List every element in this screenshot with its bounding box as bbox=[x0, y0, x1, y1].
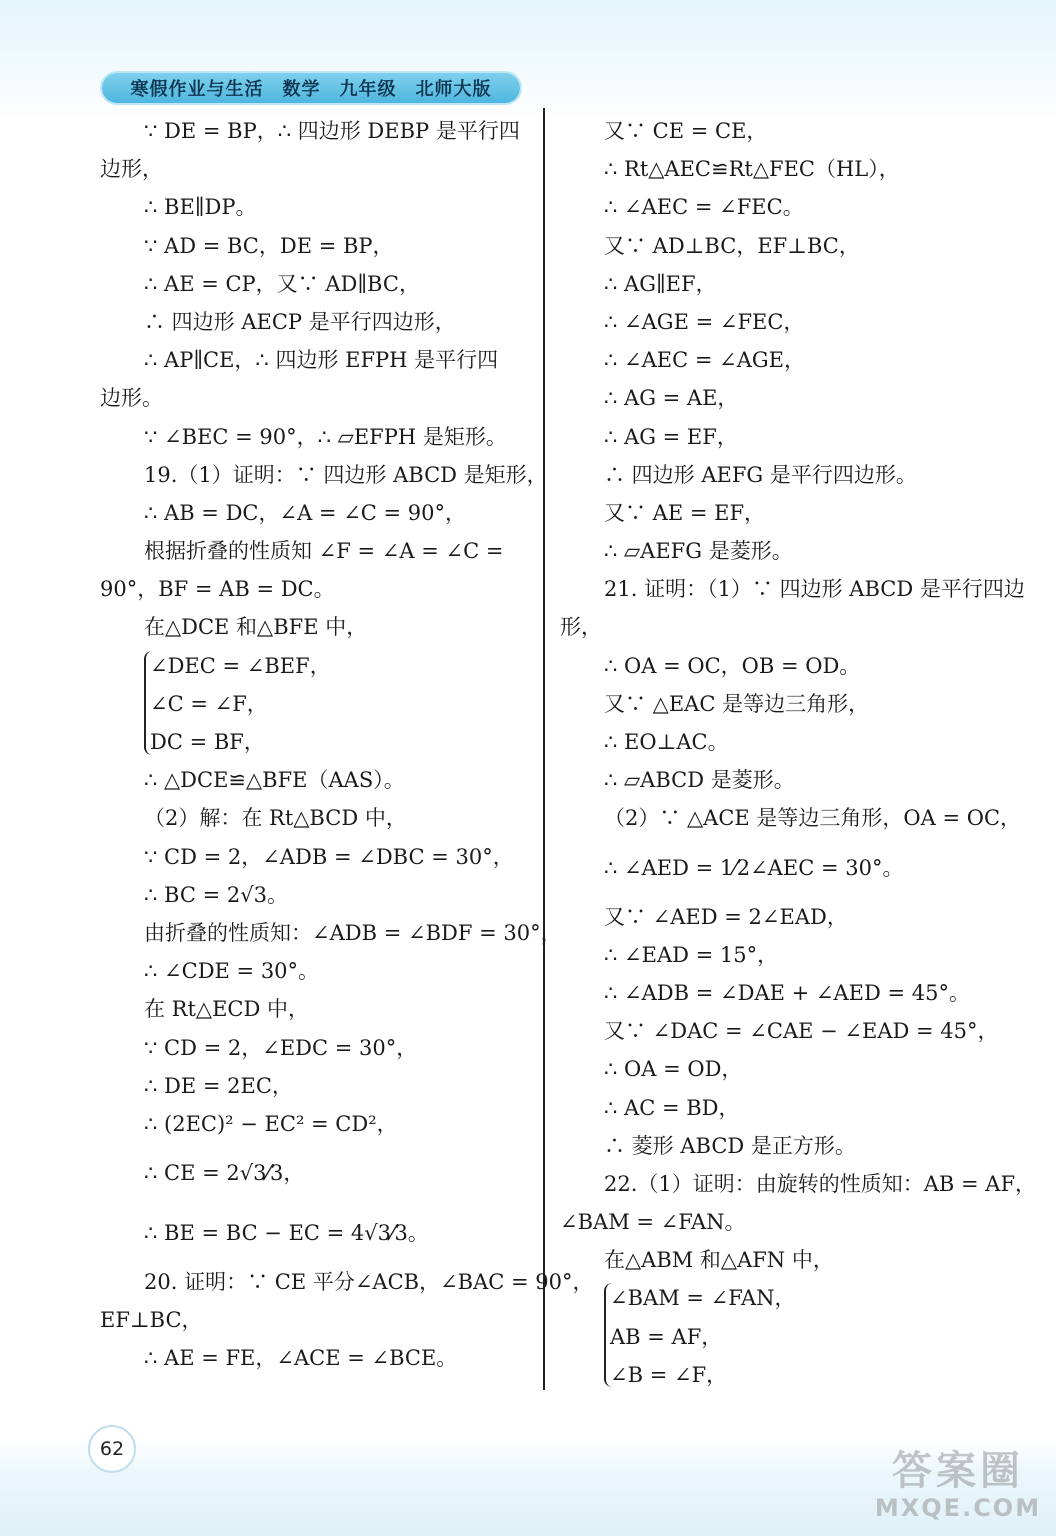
text-line: ∠B = ∠F， bbox=[610, 1362, 728, 1387]
text-line: ∵ AD = BC，DE = BP， bbox=[144, 233, 394, 258]
text-line: ∴ 四边形 AEFG 是平行四边形。 bbox=[604, 462, 917, 487]
text-line: ∴ CE = 2√3⁄3， bbox=[144, 1161, 305, 1186]
text-line: 20. 证明：∵ CE 平分∠ACB，∠BAC = 90°， bbox=[144, 1270, 594, 1295]
text-line: EF⊥BC， bbox=[100, 1308, 203, 1333]
header-title: 寒假作业与生活 数学 九年级 北师大版 bbox=[102, 73, 520, 103]
text-line: 又∵ AE = EF， bbox=[604, 500, 766, 525]
text-line: ∴ AG = EF， bbox=[604, 424, 738, 449]
text-line: ∴ AG = AE， bbox=[604, 386, 739, 411]
text-line: ∠C = ∠F， bbox=[150, 691, 268, 716]
text-line: ∴ ∠CDE = 30°。 bbox=[144, 959, 320, 984]
text-line: 又∵ ∠AED = 2∠EAD， bbox=[604, 904, 848, 929]
text-line: ∴ △DCE≌△BFE（AAS）。 bbox=[144, 768, 405, 793]
text-line: 在△DCE 和△BFE 中， bbox=[144, 615, 368, 640]
brace-symbol bbox=[604, 1283, 612, 1387]
text-line: ∴ OA = OD， bbox=[604, 1057, 743, 1082]
text-line: 边形， bbox=[100, 157, 163, 182]
text-line: ∴ AG∥EF， bbox=[604, 271, 717, 296]
text-line: ∴ ▱AEFG 是菱形。 bbox=[604, 539, 793, 564]
text-line: 又∵ CE = CE， bbox=[604, 119, 768, 143]
text-line: 又∵ AD⊥BC，EF⊥BC， bbox=[604, 233, 860, 258]
page-number: 62 bbox=[88, 1425, 136, 1473]
text-line: ∴ Rt△AEC≌Rt△FEC（HL）， bbox=[604, 157, 900, 182]
watermark-logo bbox=[868, 1448, 1048, 1530]
left-column bbox=[100, 112, 594, 1378]
text-line: ∴ BC = 2√3。 bbox=[144, 882, 288, 907]
equation-system bbox=[100, 647, 540, 762]
text-line: AB = AF， bbox=[610, 1324, 723, 1349]
text-line: ∵ ∠BEC = 90°，∴ ▱EFPH 是矩形。 bbox=[144, 424, 507, 449]
text-line: 22.（1）证明：由旋转的性质知：AB = AF， bbox=[604, 1171, 1037, 1196]
text-line: ∴ OA = OC，OB = OD。 bbox=[604, 653, 861, 678]
text-line: ∴ AP∥CE，∴ 四边形 EFPH 是平行四 bbox=[144, 348, 499, 373]
text-line: 根据折叠的性质知 ∠F = ∠A = ∠C = bbox=[144, 539, 504, 564]
text-line: ∴ 四边形 AECP 是平行四边形， bbox=[144, 309, 456, 334]
text-line: ∵ CD = 2，∠ADB = ∠DBC = 30°， bbox=[144, 844, 514, 869]
text-line: ∴ EO⊥AC。 bbox=[604, 730, 729, 754]
right-column bbox=[560, 112, 1037, 1394]
text-line: 又∵ △EAC 是等边三角形， bbox=[604, 691, 870, 716]
text-line: ∴ ∠AED = 1⁄2∠AEC = 30°。 bbox=[604, 855, 904, 880]
text-line: ∴ ∠AEC = ∠FEC。 bbox=[604, 195, 804, 220]
text-line: ∴ BE = BC − EC = 4√3⁄3。 bbox=[144, 1221, 429, 1246]
text-line: 由折叠的性质知：∠ADB = ∠BDF = 30°， bbox=[144, 920, 562, 945]
text-line: ∴ AE = FE，∠ACE = ∠BCE。 bbox=[144, 1346, 458, 1371]
text-line: ∠BAM = ∠FAN， bbox=[610, 1286, 796, 1311]
text-line: 21. 证明：（1）∵ 四边形 ABCD 是平行四边 bbox=[604, 577, 1025, 602]
text-line: 19.（1）证明：∵ 四边形 ABCD 是矩形， bbox=[144, 462, 548, 487]
text-line: ∴ ∠AGE = ∠FEC， bbox=[604, 309, 805, 334]
text-line: 又∵ ∠DAC = ∠CAE − ∠EAD = 45°， bbox=[604, 1019, 999, 1044]
text-line: 边形。 bbox=[100, 386, 163, 411]
text-line: ∴ ∠EAD = 15°， bbox=[604, 942, 779, 967]
text-line: ∵ CD = 2，∠EDC = 30°， bbox=[144, 1035, 418, 1060]
text-line: ∴ ∠AEC = ∠AGE， bbox=[604, 348, 806, 373]
text-line: ∴ 菱形 ABCD 是正方形。 bbox=[604, 1133, 856, 1158]
text-line: ∴ DE = 2EC， bbox=[144, 1073, 293, 1098]
text-line: 在△ABM 和△AFN 中， bbox=[604, 1248, 834, 1273]
text-line: 形， bbox=[560, 615, 602, 640]
column-divider bbox=[543, 108, 545, 1390]
text-line: 在 Rt△ECD 中， bbox=[144, 997, 309, 1022]
text-line: ∴ ∠ADB = ∠DAE + ∠AED = 45°。 bbox=[604, 980, 970, 1005]
equation-system bbox=[560, 1279, 1000, 1394]
brace-symbol bbox=[144, 651, 152, 755]
text-line: （2）∵ △ACE 是等边三角形，OA = OC， bbox=[604, 806, 1022, 831]
text-line: ∴ AB = DC，∠A = ∠C = 90°， bbox=[144, 500, 467, 525]
watermark-title: 答案圈 bbox=[892, 1448, 1024, 1494]
text-line: ∴ AE = CP，又∵ AD∥BC， bbox=[144, 271, 420, 296]
text-line: ∠BAM = ∠FAN。 bbox=[560, 1210, 746, 1235]
text-line: ∴ (2EC)² − EC² = CD²， bbox=[144, 1111, 398, 1136]
text-line: DC = BF， bbox=[150, 730, 265, 754]
watermark-url: MXQE.COM bbox=[874, 1494, 1042, 1522]
text-line: ∴ AC = BD， bbox=[604, 1095, 740, 1120]
text-line: ∵ DE = BP，∴ 四边形 DEBP 是平行四 bbox=[144, 119, 520, 143]
text-line: ∴ ▱ABCD 是菱形。 bbox=[604, 768, 795, 793]
text-line: ∴ BE∥DP。 bbox=[144, 195, 257, 220]
text-line: 90°，BF = AB = DC。 bbox=[100, 577, 335, 602]
text-line: ∠DEC = ∠BEF， bbox=[150, 653, 331, 678]
text-line: （2）解：在 Rt△BCD 中， bbox=[144, 806, 407, 831]
